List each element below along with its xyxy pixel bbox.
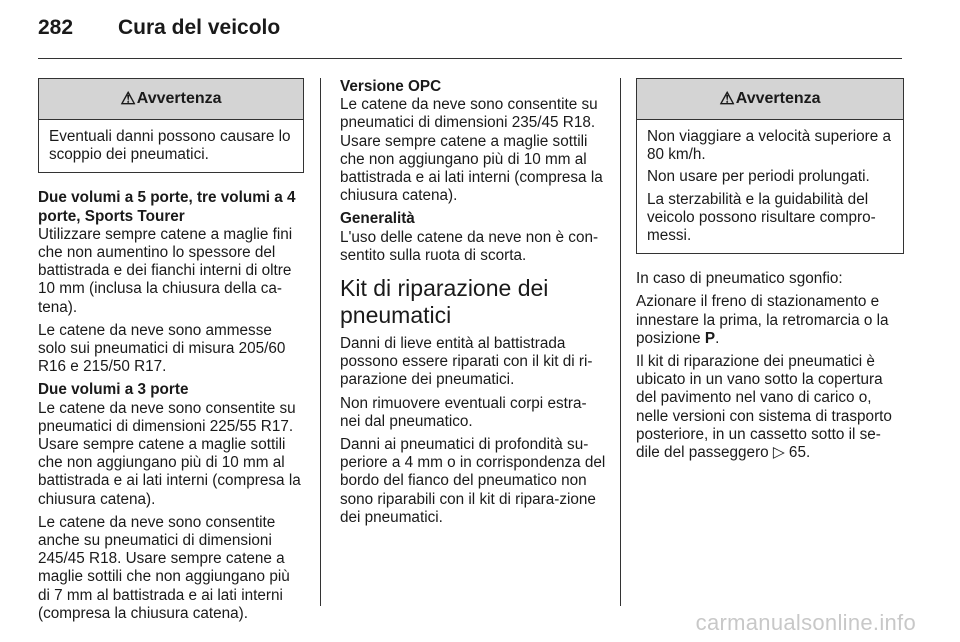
warning-body: [39, 120, 303, 172]
warning-body: [637, 120, 903, 253]
paragraph: Danni di lieve entità al battistrada possono essere riparati con il kit di ri-parazione dei pneumatici.: [340, 335, 593, 389]
paragraph: In caso di pneumatico sgonfio:: [636, 270, 843, 288]
column-divider: [320, 78, 321, 606]
paragraph: Danni ai pneumatici di profondità su-periore a 4 mm o in corrispondenza del bordo del fianco del pneumatico non sono riparabili con il kit di ripara-zione dei pneumatici.: [340, 436, 606, 526]
warning-text: Non viaggiare a velocità superiore a 80 km/h.: [647, 128, 892, 164]
gear-position-label: P: [704, 329, 716, 347]
paragraph-text: Azionare il freno di stazionamento e innestare la prima, la retromarcia o la posizione: [636, 293, 889, 347]
warning-triangle-icon: ⚠: [719, 88, 735, 108]
section-heading: Versione OPC: [340, 78, 442, 95]
warning-text: Eventuali danni possono causare lo scoppio dei pneumatici.: [49, 128, 291, 164]
warning-text: La sterzabilità e la guidabilità del veicolo possono risultare compro-messi.: [647, 190, 876, 245]
paragraph-end: .: [715, 329, 720, 347]
column-left: [38, 78, 304, 628]
warning-box: [38, 78, 304, 173]
paragraph: [636, 293, 904, 348]
page-header: [38, 16, 280, 40]
paragraph: [636, 353, 904, 462]
paragraph: Non rimuovere eventuali corpi estra-nei dal pneumatico.: [340, 394, 587, 430]
paragraph: Le catene da neve sono consentite su pneumatici di dimensioni 225/55 R17. Usare sempre catene a maglie sottili che non aggiungano più di 10 mm al battistrada e ai lati interni (compresa la chiusura catena).: [38, 399, 301, 508]
page-title: Cura del veicolo: [118, 16, 281, 39]
warning-header: [39, 79, 303, 120]
warning-box: [636, 78, 904, 254]
paragraph: Utilizzare sempre catene a maglie fini che non aumentino lo spessore del battistrada e dei fianchi interni di oltre 10 mm (inclusa la chiusura della ca-tena).: [38, 225, 293, 316]
page-number: 282: [38, 16, 74, 39]
paragraph: L'uso delle catene da neve non è con-sentito sulla ruota di scorta.: [340, 228, 599, 264]
section-heading: Generalità: [340, 210, 415, 228]
column-divider: [620, 78, 621, 606]
column-middle: [340, 78, 606, 532]
paragraph: Le catene da neve sono consentite anche su pneumatici di dimensioni 245/45 R18. Usare sempre catene a maglie sottili che non aggiungano più di 7 mm al battistrada e ai lati interni (compresa la chiusura catena).: [38, 513, 290, 622]
warning-header: [637, 79, 903, 120]
header-rule: [38, 58, 902, 59]
watermark: carmanualsonline.info: [695, 610, 916, 635]
paragraph: Le catene da neve sono ammesse solo sui pneumatici di misura 205/60 R16 e 215/50 R17.: [38, 321, 286, 376]
warning-title: Avvertenza: [735, 89, 821, 107]
section-heading: Due volumi a 5 porte, tre volumi a 4 porte, Sports Tourer: [38, 189, 296, 225]
chapter-heading: Kit di riparazione dei pneumatici: [340, 275, 549, 329]
paragraph: Le catene da neve sono consentite su pneumatici di dimensioni 235/45 R18. Usare sempre catene a maglie sottili che non aggiungano più di 10 mm al battistrada e ai lati interni (compresa la chiusura catena).: [340, 96, 603, 205]
page-reference: 65.: [784, 444, 811, 462]
warning-title: Avvertenza: [136, 89, 222, 107]
warning-triangle-icon: ⚠: [120, 88, 136, 108]
paragraph-text: Il kit di riparazione dei pneumatici è ubicato in un vano sotto la copertura del pavimento nel vano di carico o, nelle versioni con sistema di trasporto posteriore, in un cassetto sotto il se-dile del passeggero: [636, 353, 892, 462]
warning-text: Non usare per periodi prolungati.: [647, 168, 870, 186]
page-reference-arrow-icon: ▷: [772, 444, 785, 462]
section-heading: Due volumi a 3 porte: [38, 381, 189, 399]
column-right: [636, 78, 904, 467]
